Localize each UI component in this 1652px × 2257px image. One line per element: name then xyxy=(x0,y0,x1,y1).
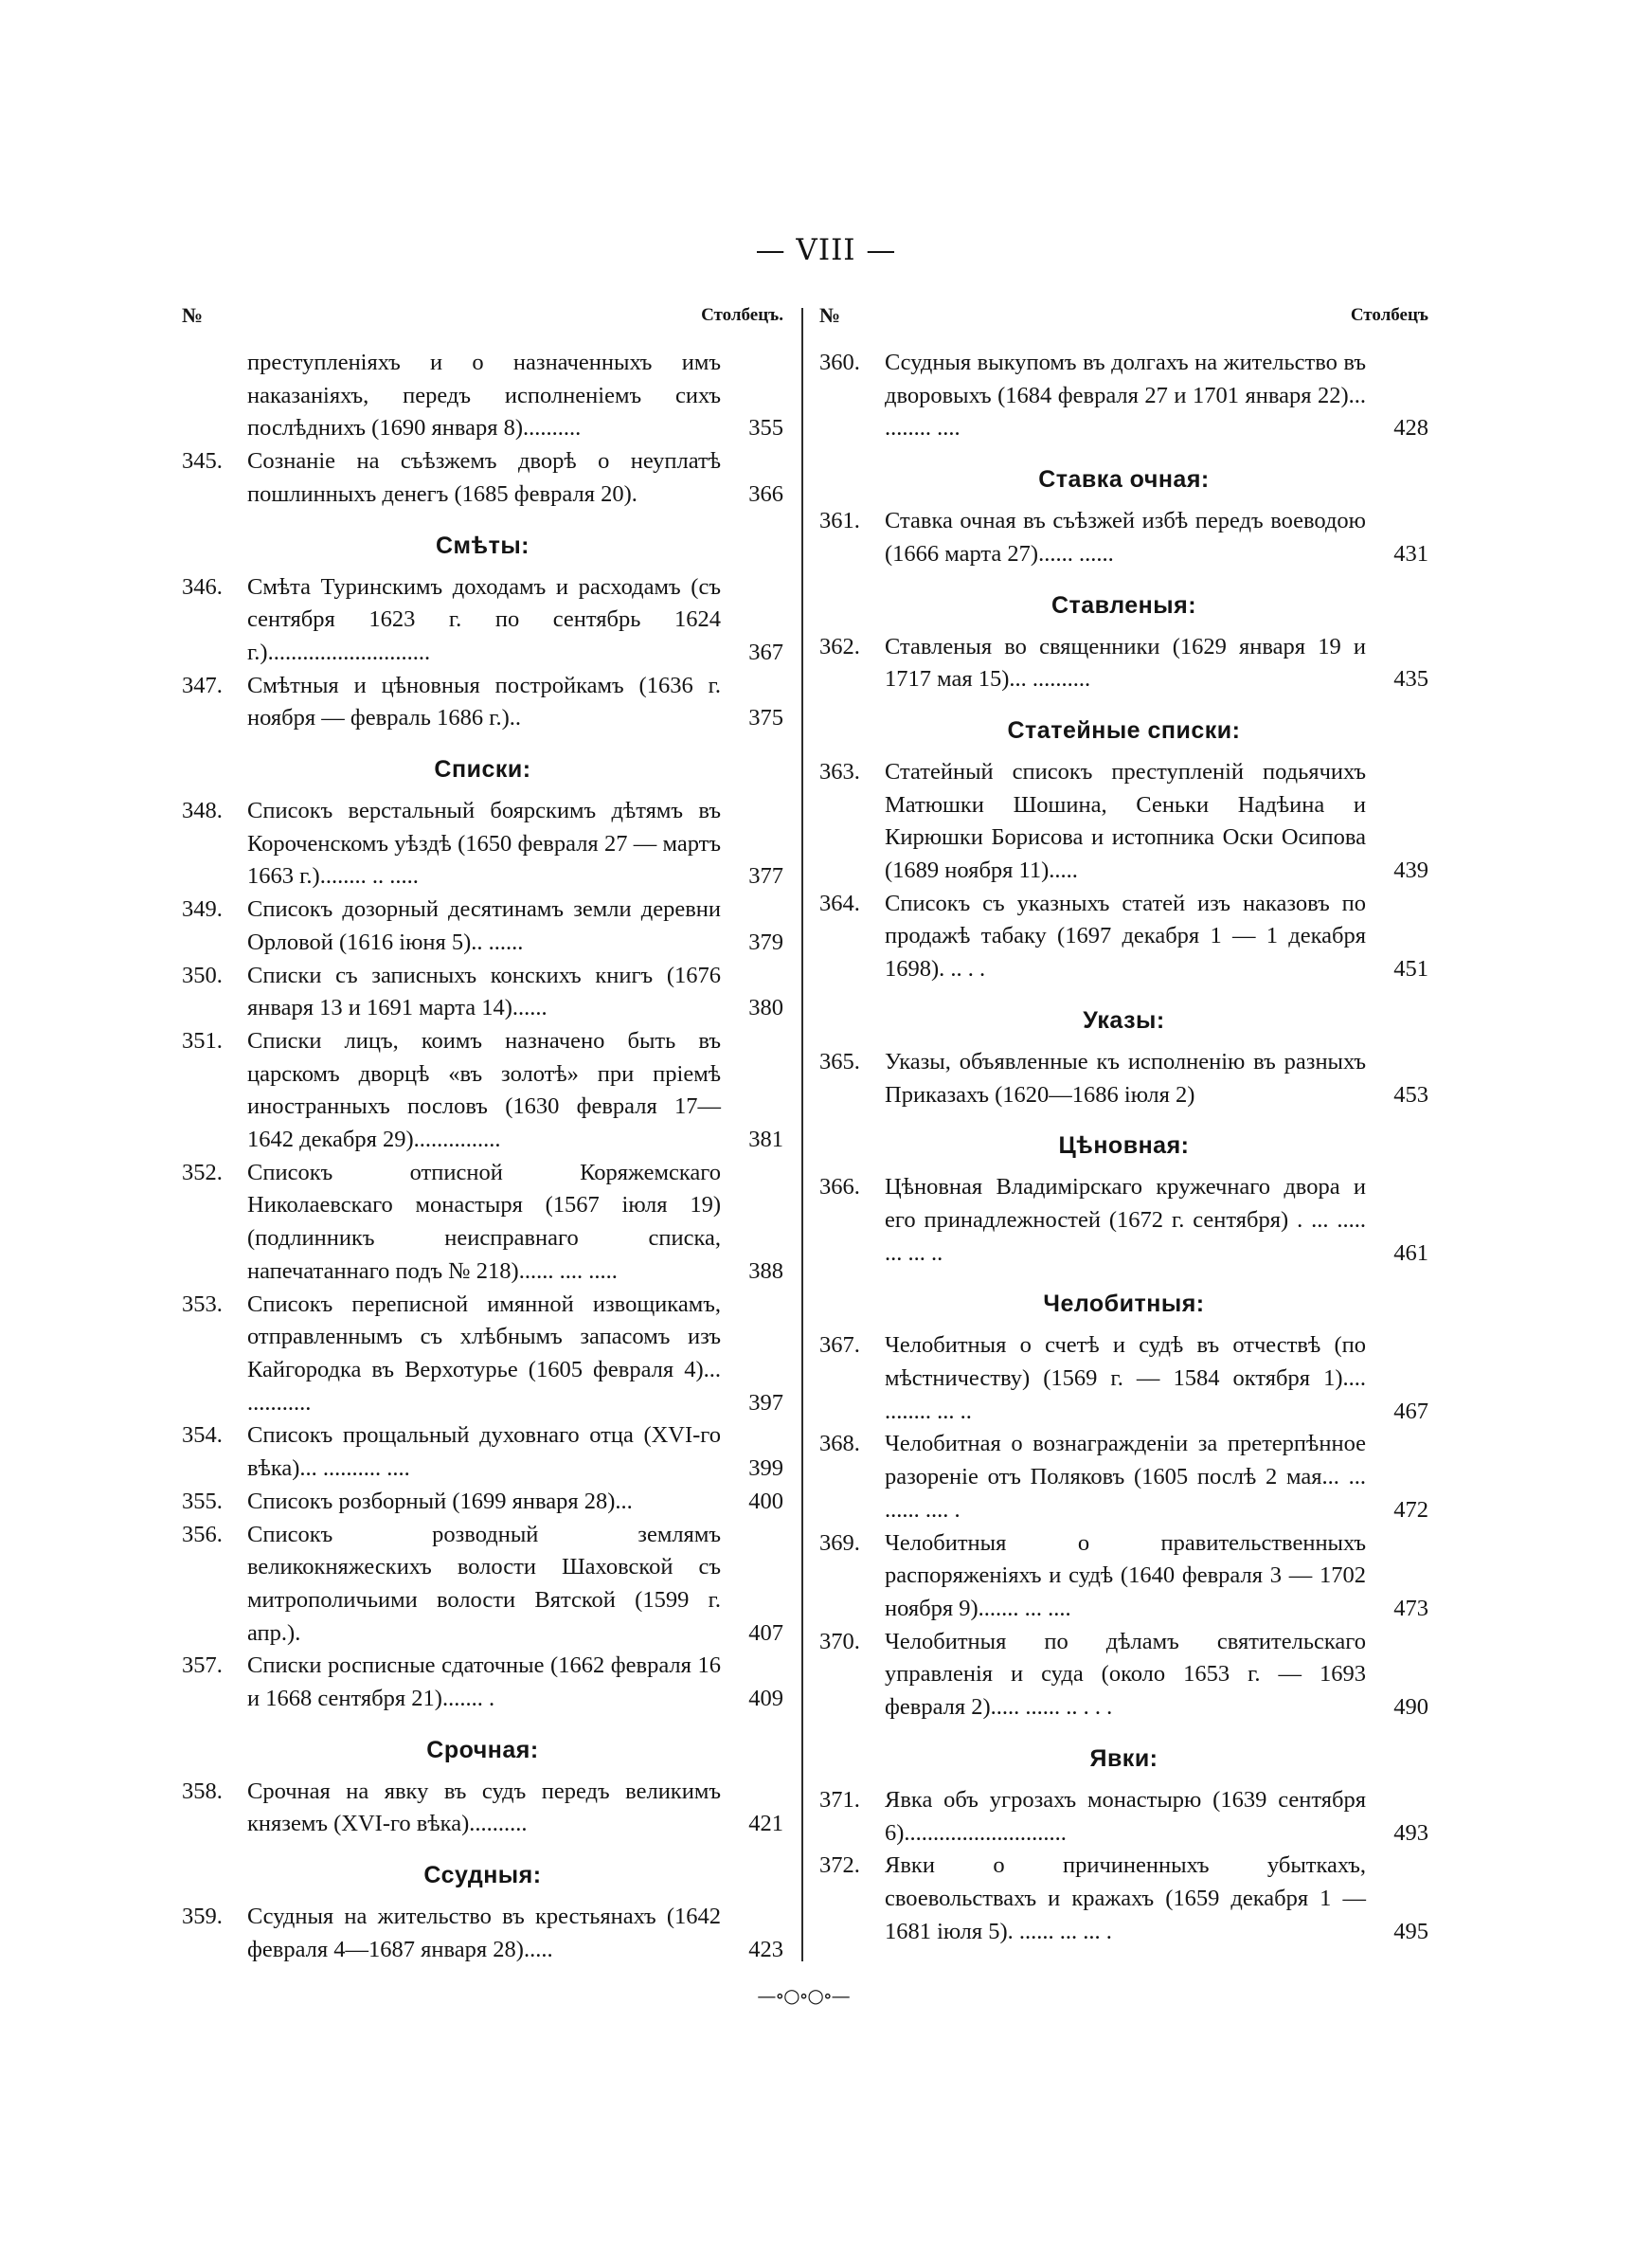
entry-number: 367. xyxy=(819,1332,860,1359)
index-entry xyxy=(819,1046,1428,1111)
index-entry xyxy=(182,445,783,511)
entry-column-ref: 490 xyxy=(1393,1694,1428,1721)
index-entry xyxy=(182,960,783,1025)
index-entry xyxy=(819,631,1428,696)
index-entry xyxy=(182,894,783,959)
column-divider xyxy=(801,308,803,1961)
entry-text: Списокъ переписной имянной извощикамъ, отправленнымъ съ хлѣбнымъ запасомъ изъ Кайгородка въ Верхотурье (1605 февраля 4)... ........... xyxy=(247,1291,721,1416)
entry-number: 345. xyxy=(182,448,223,475)
number-sign-left: № xyxy=(182,303,204,327)
entry-number: 366. xyxy=(819,1174,860,1201)
entry-number: 365. xyxy=(819,1048,860,1074)
entry-number: 369. xyxy=(819,1529,860,1556)
entry-text: Списокъ отписной Коряжемскаго Николаевскаго монастыря (1567 іюля 19) (подлинникъ неисправнаго списка, напечатаннаго подъ № 218)...... .... ..... xyxy=(247,1159,721,1284)
entry-column-ref: 431 xyxy=(1393,540,1428,567)
entry-number: 347. xyxy=(182,672,223,698)
entry-text: Смѣта Туринскимъ доходамъ и расходамъ (съ сентября 1623 г. по сентябрь 1624 г.)............................ xyxy=(247,573,721,665)
entry-column-ref: 461 xyxy=(1393,1239,1428,1266)
left-entries xyxy=(182,347,783,1967)
entry-column-ref: 467 xyxy=(1393,1398,1428,1424)
entry-number: 359. xyxy=(182,1904,223,1930)
index-entry xyxy=(182,1419,783,1485)
index-entry xyxy=(819,756,1428,888)
entry-number: 368. xyxy=(819,1431,860,1457)
entry-text: Ставка очная въ съѣзжей избѣ передъ воеводою (1666 марта 27)...... ...... xyxy=(885,508,1366,567)
entry-number: 371. xyxy=(819,1786,860,1813)
entry-number: 350. xyxy=(182,962,223,988)
index-entry xyxy=(819,1527,1428,1626)
entry-text: Указы, объявленные къ исполненію въ разныхъ Приказахъ (1620—1686 іюля 2) xyxy=(885,1048,1366,1108)
entry-number: 352. xyxy=(182,1159,223,1185)
section-heading: Ссудныя: xyxy=(423,1862,542,1889)
entry-number: 358. xyxy=(182,1778,223,1804)
index-entry xyxy=(182,1650,783,1715)
entry-text: Челобитныя о счетѣ и судѣ въ отчествѣ (по мѣстничеству) (1569 г. — 1584 октября 1).... ........ ... .. xyxy=(885,1332,1366,1424)
entry-number: 349. xyxy=(182,896,223,923)
entry-column-ref: 495 xyxy=(1393,1918,1428,1944)
entry-column-ref: 421 xyxy=(748,1811,783,1837)
index-entry xyxy=(182,1157,783,1289)
index-entry xyxy=(182,1776,783,1841)
entry-number: 353. xyxy=(182,1291,223,1317)
page-number: — VIII — xyxy=(755,233,897,267)
entry-column-ref: 375 xyxy=(748,705,783,731)
index-entry xyxy=(182,1519,783,1651)
entry-number: 360. xyxy=(819,350,860,375)
entry-text: Челобитныя по дѣламъ святительскаго управленія и суда (около 1653 г. — 1693 февраля 2)..... ...... .. . . . xyxy=(885,1628,1366,1721)
entry-text: Явка объ угрозахъ монастырю (1639 сентября 6)............................ xyxy=(885,1786,1366,1846)
index-entry xyxy=(182,670,783,735)
entry-text: Срочная на явку въ судъ передъ великимъ княземъ (XVI-го вѣка).......... xyxy=(247,1778,721,1837)
index-entry xyxy=(819,1428,1428,1526)
entry-column-ref: 380 xyxy=(748,995,783,1021)
entry-number: 362. xyxy=(819,633,860,659)
section-heading: Челобитныя: xyxy=(1043,1291,1205,1318)
index-entry xyxy=(182,571,783,670)
index-entry xyxy=(182,1486,783,1519)
entry-column-ref: 397 xyxy=(748,1389,783,1416)
index-entry xyxy=(819,505,1428,570)
right-entries xyxy=(819,347,1428,1948)
entry-text: Списокъ верстальный боярскимъ дѣтямъ въ Короченскомъ уѣздѣ (1650 февраля 27 — мартъ 1663 г.)........ .. ..... xyxy=(247,798,721,890)
entry-text: Списокъ розводный землямъ великокняжескихъ волости Шаховской съ митрополичьими волости Вятской (1599 г. апр.). xyxy=(247,1521,721,1646)
index-entry xyxy=(819,347,1428,445)
index-entry xyxy=(182,347,783,445)
entry-column-ref: 428 xyxy=(1393,415,1428,442)
footer-ornament: —∘○∘○∘— xyxy=(757,1984,850,2007)
index-entry xyxy=(819,1171,1428,1270)
entry-column-ref: 400 xyxy=(748,1488,783,1514)
entry-text: Сознаніе на съѣзжемъ дворѣ о неуплатѣ пошлинныхъ денегъ (1685 февраля 20). xyxy=(247,448,721,507)
entry-column-ref: 423 xyxy=(748,1936,783,1962)
section-heading: Ставленыя: xyxy=(1050,591,1197,619)
left-column-header xyxy=(182,303,783,347)
entry-column-ref: 367 xyxy=(748,639,783,665)
entry-text: Статейный списокъ преступленій подьячихъ Матюшки Шошина, Сеньки Надѣина и Кирюшки Борисова и истопника Оски Осипова (1689 ноября 11)..... xyxy=(885,758,1366,884)
entry-number: 348. xyxy=(182,798,223,824)
right-column xyxy=(819,303,1428,1948)
entry-column-ref: 472 xyxy=(1393,1496,1428,1523)
entry-text: Ссудныя выкупомъ въ долгахъ на жительство въ дворовыхъ (1684 февраля 27 и 1701 января 22)... ........ .... xyxy=(885,350,1366,442)
entry-column-ref: 377 xyxy=(748,863,783,890)
left-column xyxy=(182,303,783,1967)
index-entry xyxy=(182,1901,783,1966)
section-heading: Ставка очная: xyxy=(1038,466,1210,494)
entry-column-ref: 366 xyxy=(748,480,783,507)
entry-number: 356. xyxy=(182,1521,223,1547)
entry-column-ref: 493 xyxy=(1393,1819,1428,1846)
entry-column-ref: 409 xyxy=(748,1686,783,1712)
index-entry xyxy=(819,1626,1428,1724)
entry-column-ref: 439 xyxy=(1393,858,1428,884)
entry-column-ref: 388 xyxy=(748,1257,783,1284)
entry-column-ref: 379 xyxy=(748,929,783,955)
entry-text: Списокъ дозорный десятинамъ земли деревни Орловой (1616 іюня 5).. ...... xyxy=(247,896,721,955)
index-entry xyxy=(819,1850,1428,1948)
entry-number: 361. xyxy=(819,508,860,534)
column-label-left: Столбецъ. xyxy=(701,305,783,325)
entry-number: 354. xyxy=(182,1422,223,1449)
entry-text: Цѣновная Владимірскаго кружечнаго двора и его принадлежностей (1672 г. сентября) . ... ..... ... ... .. xyxy=(885,1174,1366,1266)
entry-text: Ссудныя на жительство въ крестьянахъ (1642 февраля 4—1687 января 28)..... xyxy=(247,1904,721,1962)
entry-column-ref: 473 xyxy=(1393,1595,1428,1621)
entry-text: Списокъ розборный (1699 января 28)... xyxy=(247,1488,633,1514)
entry-text: Ставленыя во священники (1629 января 19 и 1717 мая 15)... .......... xyxy=(885,633,1366,693)
entry-number: 370. xyxy=(819,1628,860,1654)
entry-text: Списки съ записныхъ конскихъ книгъ (1676 января 13 и 1691 марта 14)...... xyxy=(247,962,721,1021)
number-sign-right: № xyxy=(819,303,841,327)
entry-text: Списки росписные сдаточные (1662 февраля 16 и 1668 сентября 21)....... . xyxy=(247,1652,721,1712)
right-column-header xyxy=(819,303,1428,347)
section-heading: Срочная: xyxy=(426,1736,539,1763)
entry-number: 351. xyxy=(182,1027,223,1054)
index-entry xyxy=(819,888,1428,986)
entry-text: Явки о причиненныхъ убыткахъ, своевольствахъ и кражахъ (1659 декабря 1 — 1681 іюля 5). ...... ... ... . xyxy=(885,1852,1366,1944)
entry-number: 372. xyxy=(819,1852,860,1879)
entry-column-ref: 435 xyxy=(1393,666,1428,693)
section-heading: Смѣты: xyxy=(435,532,530,559)
section-heading: Статейные списки: xyxy=(1007,716,1241,744)
index-entry xyxy=(819,1329,1428,1428)
entry-text: преступленіяхъ и о назначенныхъ имъ наказаніяхъ, передъ исполненіемъ сихъ послѣднихъ (1690 января 8).......... xyxy=(247,350,721,442)
section-heading: Указы: xyxy=(1083,1006,1165,1034)
index-entry xyxy=(182,1025,783,1157)
section-heading: Цѣновная: xyxy=(1058,1132,1190,1160)
column-label-right: Столбецъ xyxy=(1350,305,1428,325)
entry-column-ref: 381 xyxy=(748,1127,783,1153)
entry-column-ref: 453 xyxy=(1393,1081,1428,1108)
entry-text: Смѣтныя и цѣновныя постройкамъ (1636 г. ноября — февраль 1686 г.).. xyxy=(247,672,721,731)
entry-text: Списки лицъ, коимъ назначено быть въ царскомъ дворцѣ «въ золотѣ» при пріемѣ иностранныхъ пословъ (1630 февраля 17—1642 декабря 29)............... xyxy=(247,1027,721,1153)
index-entry xyxy=(819,1784,1428,1850)
section-heading: Явки: xyxy=(1089,1744,1158,1772)
entry-column-ref: 355 xyxy=(748,415,783,442)
entry-text: Челобитная о вознагражденіи за претерпѣнное разореніе отъ Поляковъ (1605 послѣ 2 мая... ... ...... .... . xyxy=(885,1431,1366,1523)
entry-number: 357. xyxy=(182,1652,223,1679)
entry-column-ref: 407 xyxy=(748,1619,783,1646)
entry-column-ref: 451 xyxy=(1393,956,1428,983)
entry-text: Списокъ съ указныхъ статей изъ наказовъ по продажѣ табаку (1697 декабря 1 — 1 декабря 1698). .. . . xyxy=(885,890,1366,983)
index-entry xyxy=(182,1289,783,1420)
entry-number: 346. xyxy=(182,573,223,600)
entry-text: Челобитныя о правительственныхъ распоряженіяхъ и судѣ (1640 февраля 3 — 1702 ноября 9)....... ... .... xyxy=(885,1529,1366,1621)
entry-text: Списокъ прощальный духовнаго отца (XVI-го вѣка)... .......... .... xyxy=(247,1422,721,1482)
section-heading: Списки: xyxy=(434,756,531,784)
entry-number: 355. xyxy=(182,1488,223,1514)
entry-number: 364. xyxy=(819,890,860,916)
entry-column-ref: 399 xyxy=(748,1455,783,1482)
entry-number: 363. xyxy=(819,758,860,785)
index-entry xyxy=(182,795,783,894)
